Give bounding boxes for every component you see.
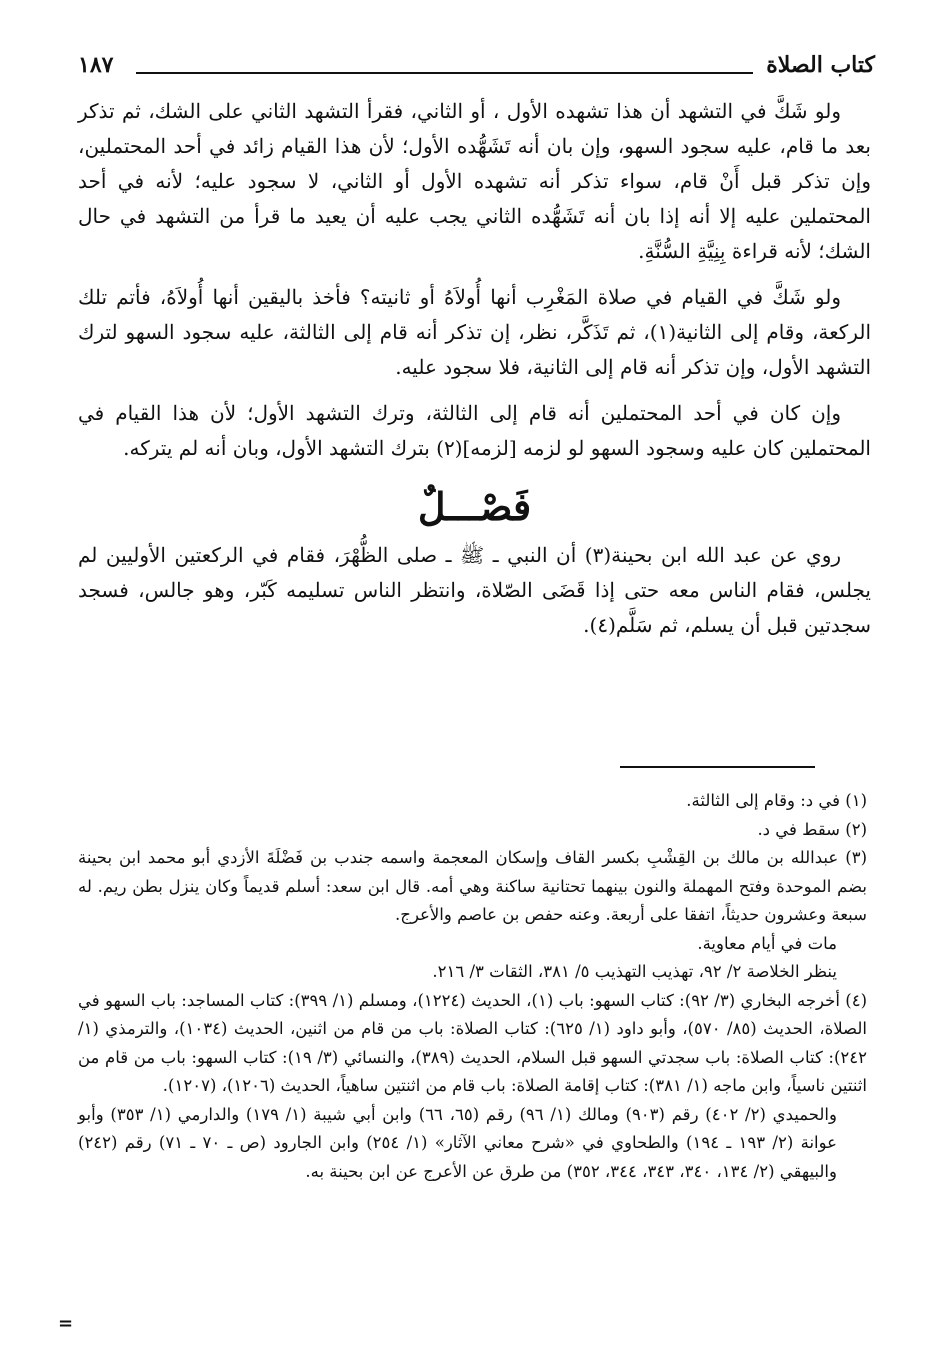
- footnote-4-continued: والحميدي (٢/ ٤٠٢) رقم (٩٠٣) ومالك (١/ ٩٦) رقم (٦٥، ٦٦) وابن أبي شيبة (١/ ١٧٩) والدارمي (١/ ٣٥٣) وأبو عوانة (٢/ ١٩٣ ـ ١٩٤) والطحاوي في «شرح معاني الآثار» (١/ ٢٥٤) وابن الجارود (ص ـ ٧٠ ـ ٧١) رقم (٢٤٢) والبيهقي (٢/ ١٣٤، ٣٤٠، ٣٤٣، ٣٤٤، ٣٥٢) من طرق عن الأعرج عن ابن بحينة به.: [78, 1104, 837, 1181]
- paragraph-3: وإن كان في أحد المحتملين أنه قام إلى الثالثة، وترك التشهد الأول؛ لأن هذا القيام في المحتملين كان عليه وسجود السهو لو لزمه [لزمه](٢) بترك التشهد الأول، وبان أنه لم يتركه.: [78, 401, 871, 460]
- section-heading: فَصْـــلٌ: [417, 484, 532, 529]
- footnote-2: (٢) سقط في د.: [757, 819, 867, 839]
- footnote-3: (٣) عبدالله بن مالك بن القِشْبِ بكسر القاف وإسكان المعجمة واسمه جندب بن فَضْلَةَ الأزدي أبو محمد ابن بحينة بضم الموحدة وفتح المهملة والنون بينهما تحتانية ساكنة وهي أمه. قال ابن سعد: أسلم قديماً وكان ينزل بطن ريم. له سبعة وعشرون حديثاً، اتفقا على أربعة. وعنه حفص بن عاصم والأعرج.: [78, 848, 867, 924]
- page-header: [78, 52, 875, 86]
- paragraph-1: ولو شَكَّ في التشهد أن هذا تشهده الأول ، أو الثاني، فقرأ التشهد الثاني على الشك، ثم تذكر بعد ما قام، عليه سجود السهو، وإن بان أنه تَشَهُّده الأول؛ لأن هذا القيام زائد في أحد المحتملين، وإن تذكر قبل أَنْ قام، سواء تذكر أنه تشهده الأول أو الثاني، لا سجود عليه؛ لأنه في أحد المحتملين عليه إلا أنه إذا بان أنه تَشَهُّده الثاني يجب عليه أن يعيد ما قرأ من التشهد في حال الشك؛ لأنه قراءة بِنِيَّةِ السُّنَّةِ.: [78, 99, 871, 263]
- main-text: [78, 94, 871, 654]
- footnote-1: (١) في د: وقام إلى الثالثة.: [686, 791, 867, 810]
- paragraph-2: ولو شَكَّ في القيام في صلاة المَغْرِب أنها أُولاَهُ أو ثانيته؟ فأخذ باليقين أنها أُولاَهُ، فأتم تلك الركعة، وقام إلى الثانية(١)، ثم تَذَكَّر، نظر، إن تذكر أنه قام إلى الثالثة، عليه سجود السهو لترك التشهد الأول، وإن تذكر أنه قام إلى الثانية، فلا سجود عليه.: [78, 285, 871, 379]
- page-number: ١٨٧: [78, 52, 114, 78]
- margin-mark: =: [58, 1313, 74, 1334]
- chapter-title: كتاب الصلاة: [766, 52, 875, 78]
- footnote-3-death: مات في أيام معاوية.: [697, 933, 837, 953]
- footnote-4: (٤) أخرجه البخاري (٣/ ٩٢): كتاب السهو: باب (١)، الحديث (١٢٢٤)، ومسلم (١/ ٣٩٩): كتاب المساجد: باب السهو في الصلاة، الحديث (٨٥/ ٥٧٠)، وأبو داود (١/ ٦٢٥): كتاب الصلاة: باب من قام من اثنين، الحديث (١٠٣٤)، والترمذي (١/ ٢٤٢): كتاب الصلاة: باب سجدتي السهو قبل السلام، الحديث (٣٨٩)، والنسائي (٣/ ١٩): كتاب السهو: باب من قام من اثنتين ناسياً، وابن ماجه (١/ ٣٨١): كتاب إقامة الصلاة: باب قام من اثنتين ساهياً، الحديث (١٢٠٦)، (١٢٠٧).: [78, 990, 867, 1095]
- footnote-separator: [620, 766, 815, 768]
- header-rule: [136, 72, 753, 74]
- paragraph-4: روي عن عبد الله ابن بحينة(٣) أن النبي ـ ﷺ ـ صلى الظُّهْرَ، فقام في الركعتين الأوليين لم يجلس، فقام الناس معه حتى إذا قَضَى الصّلاة، وانتظر الناس تسليمه كَبّر، وهو جالس، فسجد سجدتين قبل أن يسلم، ثم سَلَّم(٤).: [78, 543, 871, 637]
- footnotes: [78, 787, 867, 1186]
- footnote-3-refs: ينظر الخلاصة ٢/ ٩٢، تهذيب التهذيب ٥/ ٣٨١، الثقات ٣/ ٢١٦.: [432, 962, 837, 981]
